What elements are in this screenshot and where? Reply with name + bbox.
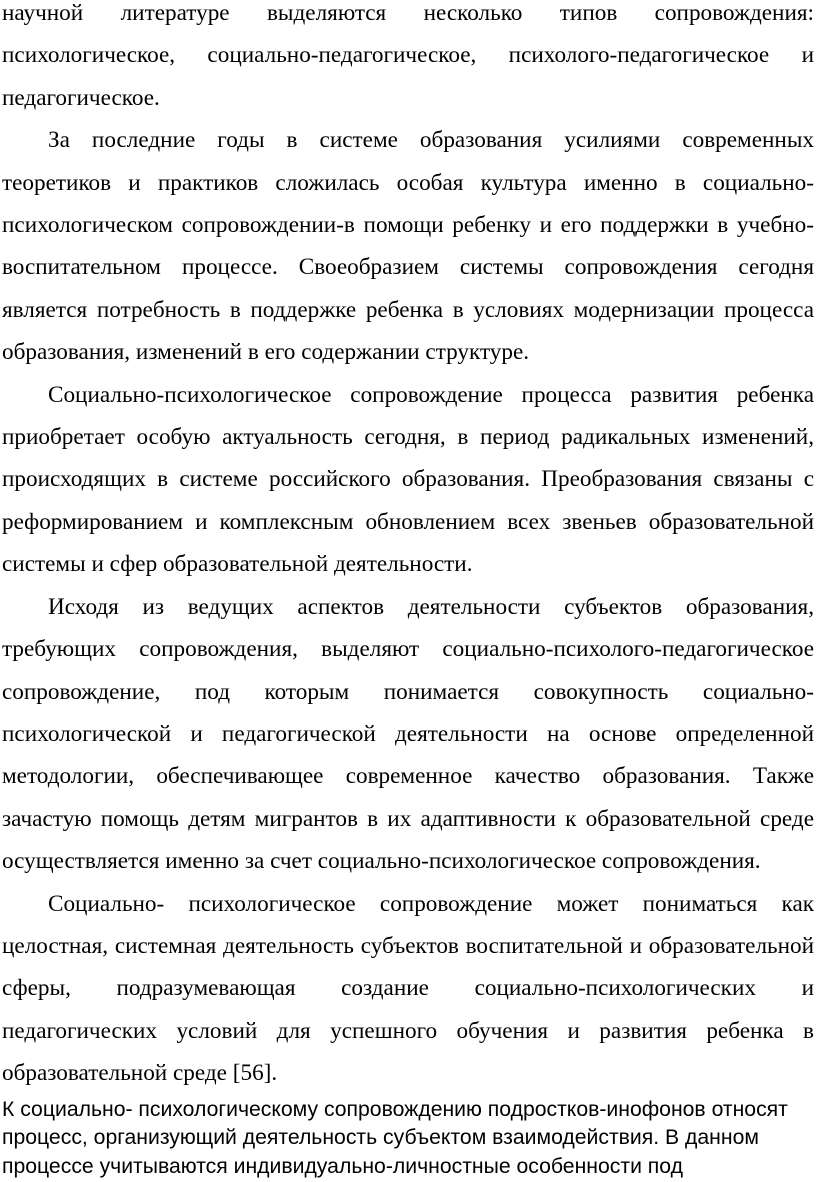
paragraph-relevance: Социально-психологическое сопровождение процесса развития ребенка приобретает особую актуальность сегодня, в период радикальных изменений, происходящих в системе российского образования. Преобразования связаны с реформированием и комплексным обновлением всех звеньев образовательной системы и сфер образовательной деятельности.	[2, 381, 814, 578]
paragraph-inophone-teens: К социально- психологическому сопровождению подростков-инофонов относят процесс, организующий деятельность субъектом взаимодействия. В данном процессе учитываются индивидуально-личностные особенности под	[2, 1098, 788, 1178]
document-body	[2, 0, 814, 1095]
document-tail	[2, 1096, 814, 1181]
paragraph-education-culture: За последние годы в системе образования усилиями современных теоретиков и практиков сложилась особая культура именно в социально-психологическом сопровождении-в помощи ребенку и его поддержки в учебно-воспитательном процессе. Своеобразием системы сопровождения сегодня является потребность в поддержке ребенка в условиях модернизации процесса образования, изменений в его содержании структуре.	[2, 127, 814, 366]
paragraph-holistic-activity: Социально- психологическое сопровождение может пониматься как целостная, системная деятельность субъектов воспитательной и образовательной сферы, подразумевающая создание социально-психологических и педагогических условий для успешного обучения и развития ребенка в образовательной среде [56].	[2, 890, 814, 1087]
paragraph-continued-intro: научной литературе выделяются несколько типов сопровождения: психологическое, социально-педагогическое, психолого-педагогическое и педагогическое.	[2, 0, 814, 111]
paragraph-support-definition: Исходя из ведущих аспектов деятельности субъектов образования, требующих сопровождения, выделяют социально-психолого-педагогическое сопровождение, под которым понимается совокупность социально-психологической и педагогической деятельности на основе определенной методологии, обеспечивающее современное качество образования. Также зачастую помощь детям мигрантов в их адаптивности к образовательной среде осуществляется именно за счет социально-психологическое сопровождения.	[2, 593, 814, 875]
